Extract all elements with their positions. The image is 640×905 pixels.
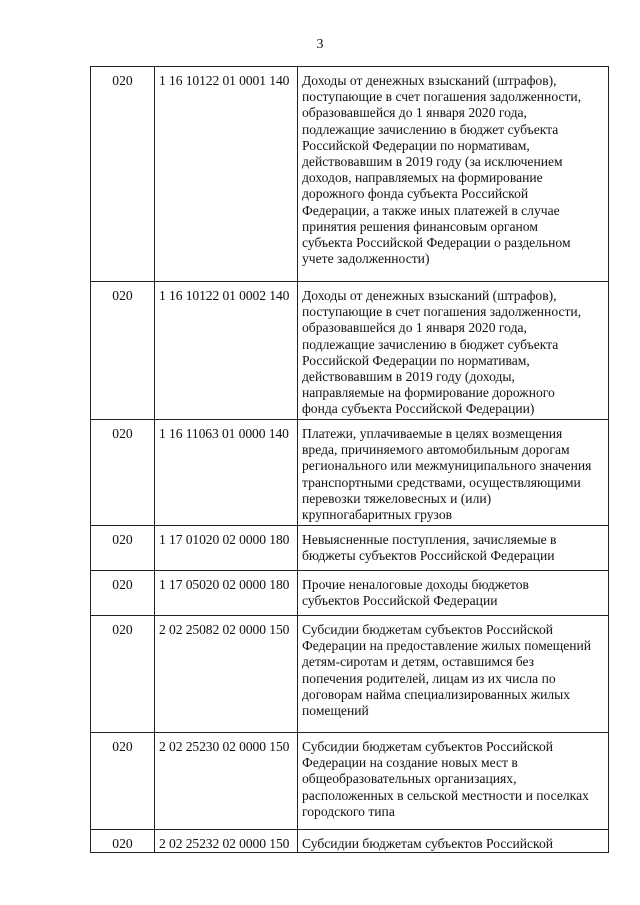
description-line: Российской Федерации по нормативам,	[302, 137, 530, 153]
description-line: поступающие в счет погашения задолженности,	[302, 304, 582, 320]
kbk-code-cell: 1 17 01020 02 0000 180	[155, 526, 298, 571]
description-line: субъектов Российской Федерации	[302, 593, 498, 609]
table-row	[91, 282, 609, 420]
description-cell	[298, 420, 609, 526]
description-line: детям-сиротам и детям, оставшимся без	[302, 654, 535, 670]
table-row	[91, 67, 609, 282]
description-line: Субсидии бюджетам субъектов Российской	[302, 622, 554, 637]
description-cell	[298, 526, 609, 571]
description-line: договорам найма специализированных жилых	[302, 686, 571, 702]
table-row	[91, 526, 609, 571]
description-line: перевозки тяжеловесных и (или)	[302, 490, 492, 506]
description-line: Прочие неналоговые доходы бюджетов	[302, 577, 529, 592]
description-line: Доходы от денежных взысканий (штрафов),	[302, 73, 557, 88]
description-line: образовавшейся до 1 января 2020 года,	[302, 105, 527, 121]
description-cell	[298, 830, 609, 853]
description-line: направляемые на формирование дорожного	[302, 385, 555, 401]
page-number: 3	[316, 37, 324, 52]
description-line: расположенных в сельской местности и поселках	[302, 787, 589, 803]
description-line: дорожного фонда субъекта Российской	[302, 186, 529, 202]
kbk-code-cell: 1 16 10122 01 0001 140	[155, 67, 298, 282]
description-line: Федерации, а также иных платежей в случае	[302, 202, 560, 218]
description-line: Невыясненные поступления, зачисляемые в	[302, 532, 557, 547]
description-line: попечения родителей, лицам из их числа по	[302, 670, 556, 686]
description-line: крупногабаритных грузов	[302, 507, 453, 523]
description-line: доходов, направляемых на формирование	[302, 170, 543, 186]
table-row	[91, 616, 609, 733]
description-line: городского типа	[302, 803, 395, 819]
description-line: регионального или межмуниципального значения	[302, 458, 592, 474]
description-cell	[298, 67, 609, 282]
description-line: поступающие в счет погашения задолженности,	[302, 89, 582, 105]
kbk-code-cell: 2 02 25230 02 0000 150	[155, 733, 298, 830]
description-line: общеобразовательных организациях,	[302, 771, 517, 787]
admin-code-cell: 020	[91, 830, 155, 853]
description-line: Субсидии бюджетам субъектов Российской	[302, 739, 554, 754]
description-cell	[298, 571, 609, 616]
description-line: помещений	[302, 703, 369, 719]
table-body	[91, 67, 609, 853]
description-cell	[298, 282, 609, 420]
description-line: подлежащие зачислению в бюджет субъекта	[302, 336, 559, 352]
description-line: транспортными средствами, осуществляющими	[302, 474, 581, 490]
description-line: действовавшим в 2019 году (за исключением	[302, 154, 563, 170]
description-line: подлежащие зачислению в бюджет субъекта	[302, 121, 559, 137]
admin-code-cell: 020	[91, 616, 155, 733]
description-line: Субсидии бюджетам субъектов Российской	[302, 836, 554, 851]
description-line: действовавшим в 2019 году (доходы,	[302, 369, 515, 385]
table-row	[91, 571, 609, 616]
description-line: учете задолженности)	[302, 251, 430, 267]
description-line: фонда субъекта Российской Федерации)	[302, 401, 535, 417]
description-line: принятия решения финансовым органом	[302, 218, 538, 234]
admin-code-cell: 020	[91, 526, 155, 571]
description-line: Доходы от денежных взысканий (штрафов),	[302, 288, 557, 303]
description-line: Российской Федерации по нормативам,	[302, 352, 530, 368]
description-line: бюджеты субъектов Российской Федерации	[302, 548, 555, 564]
description-line: вреда, причиняемого автомобильным дорогам	[302, 442, 570, 458]
description-line: субъекта Российской Федерации о раздельном	[302, 235, 571, 251]
kbk-code-cell: 2 02 25232 02 0000 150	[155, 830, 298, 853]
table-row	[91, 830, 609, 853]
description-cell	[298, 733, 609, 830]
table-row	[91, 420, 609, 526]
budget-revenue-table	[90, 66, 609, 853]
description-line: Платежи, уплачиваемые в целях возмещения	[302, 426, 563, 441]
description-line: Федерации на создание новых мест в	[302, 755, 518, 771]
admin-code-cell: 020	[91, 733, 155, 830]
admin-code-cell: 020	[91, 282, 155, 420]
description-line: образовавшейся до 1 января 2020 года,	[302, 320, 527, 336]
kbk-code-cell: 2 02 25082 02 0000 150	[155, 616, 298, 733]
table-row	[91, 733, 609, 830]
admin-code-cell: 020	[91, 67, 155, 282]
admin-code-cell: 020	[91, 571, 155, 616]
kbk-code-cell: 1 16 11063 01 0000 140	[155, 420, 298, 526]
kbk-code-cell: 1 16 10122 01 0002 140	[155, 282, 298, 420]
description-line: Федерации на предоставление жилых помещений	[302, 638, 592, 654]
kbk-code-cell: 1 17 05020 02 0000 180	[155, 571, 298, 616]
description-cell	[298, 616, 609, 733]
admin-code-cell: 020	[91, 420, 155, 526]
